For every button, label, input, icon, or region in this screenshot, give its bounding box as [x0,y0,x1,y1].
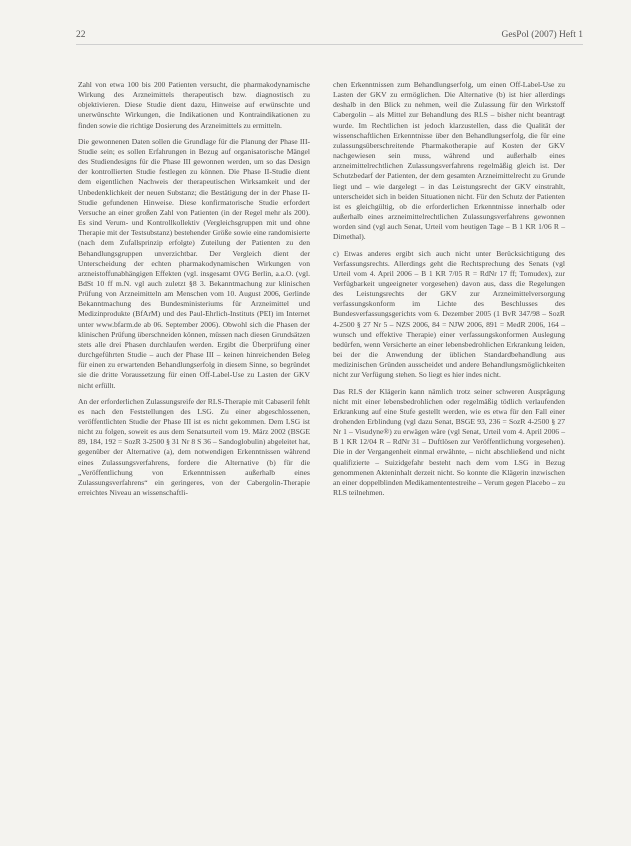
paragraph: Das RLS der Klägerin kann nämlich trotz seiner schweren Ausprägung nicht mit einer lebensbedrohlichen oder regelmäßig tödlich verlaufenden Erkrankung auf eine Stufe gestellt werden, wie es etwa für den Fall einer drohenden Erblindung (vgl dazu Senat, BSGE 93, 236 = SozR 4-2500 § 27 Nr 1 – Visudyne®) zu erwägen wäre (vgl Senat, Urteil vom 4. April 2006 – B 1 KR 12/04 R – RdNr 31 – Duftlösen zur Veröffentlichung vorgesehen). Die in der Vergangenheit einmal erwähnte, – nicht abschließend und nicht qualifizierte – Suizidgefahr besteht nach dem vom LSG in Bezug genommenen Akteninhalt derzeit nicht. So konnte die Klägerin inzwischen an einer doppelblinden Medikamententestreihe – Verum gegen Placebo – zu RLS teilnehmen. [333,386,565,498]
paragraph: Zahl von etwa 100 bis 200 Patienten versucht, die pharmakodynamische Wirkung des Arzneimittels therapeutisch bzw. diagnostisch zu objektivieren. Diese Studie dient dazu, Hinweise auf erwünschte und unerwünschte Wirkungen, die Indikationen und Kontraindikationen zu finden sowie die richtige Dosierung des Arzneimittels zu ermitteln. [78,80,310,130]
paragraph: chen Erkenntnissen zum Behandlungserfolg, um einen Off-Label-Use zu Lasten der GKV zu ermöglichen. Die Alternative (b) ist hier allerdings deshalb in den Blick zu nehmen, weil die Zulassung für den Wirkstoff Cabergolin – als Mittel zur Behandlung des RLS – bisher nicht beantragt wurde. Im Rechtlichen ist jedoch klarzustellen, dass die Qualität der wissenschaftlichen Erkenntnisse über den Behandlungserfolg, die für eine zulassungsüberschreitende Pharmakotherapie auf Kosten der GKV nachgewiesen sein muss, während und außerhalb eines arzneimittelrechtlichen Zulassungsverfahrens regelmäßig gleich ist. Der Schutzbedarf der Patienten, der dem gesamten Arzneimittelrecht zu Grunde liegt und – wie dargelegt – in das Leistungsrecht der GKV einstrahlt, unterscheidet sich in beiden Situationen nicht. Für den Schutz der Patienten ist es gleichgültig, ob die erforderlichen Erkenntnisse innerhalb oder außerhalb eines arzneimittelrechtlichen Zulassungsverfahrens gewonnen worden sind (vgl auch Senat, Urteil vom heutigen Tage – B 1 KR 1/06 R – Dimethal). [333,80,565,242]
paragraph: Die gewonnenen Daten sollen die Grundlage für die Planung der Phase III-Studie sein; es sollen Erfahrungen in Bezug auf organisatorische Mängel des Studiendesigns für die Phase III gewonnen werden, um so das Design der kontrollierten Studie festlegen zu können. Die Phase II-Studie dient dem eigentlichen Nachweis der therapeutischen Wirksamkeit und der Unbedenklichkeit der neuen Substanz; die Bestätigung der in der Phase II-Studie gefundenen Hinweise. Diese konfirmatorische Studie erfordert Versuche an einer großen Zahl von Patienten (in der Regel mehr als 200). Es sind Verum- und Kontrollkollektiv (Vergleichsgruppen mit und ohne Therapie mit der Testsubstanz) bestehender Größe sowie eine randomisierte (nach dem Zufallsprinzip erfolgte) Zuteilung der Patienten zu den Behandlungsgruppen unverzichtbar. Der Vergleich dient der Unterscheidung der echten pharmakodynamischen Wirkungen von arzneistoffunabhängigen Effekten (vgl. insgesamt OVG Berlin, a.a.O. (vgl. BdSt 10 ff m.N. vgl auch zuletzt §8 3. Bekanntmachung zur klinischen Prüfung von Arzneimitteln am Menschen vom 10. August 2006, Gerlinde Bekanntmachung des Bundesministeriums für Arzneimittel und Medizinprodukte (BfArM) und des Paul-Ehrlich-Instituts (PEI) im Internet unter www.bfarm.de ab 06. September 2006). Obwohl sich die Phasen der klinischen Prüfung überschneiden können, müssen nach diesen Grundsätzen stets alle drei Phasen durchlaufen werden. Ergibt die Überprüfung einer durchgeführten Studie – auch der Phase III – keinen hinreichenden Beleg für einen zu erwartenden Behandlungserfolg in diesem Sinne, so begründet sie die dritte Voraussetzung für einen Off-Label-Use zu Lasten der GKV nicht erfüllt. [78,136,310,390]
page-number: 22 [76,30,86,40]
journal-header: GesPol (2007) Heft 1 [501,30,583,40]
paragraph: c) Etwas anderes ergibt sich auch nicht unter Berücksichtigung des Verfassungsrechts. Allerdings geht die Rechtsprechung des Senats (vgl Urteil vom 4. April 2006 – B 1 KR 7/05 R = RdNr 17 ff; Tomudex), zur Verfügbarkeit ungeeigneter vorgesehen) davon aus, dass die Regelungen des Leistungsrechts der GKV zur Arzneimittelversorgung verfassungskonform im Lichte des Beschlusses des Bundesverfassungsgerichts vom 6. Dezember 2005 (1 BvR 347/98 – SozR 4-2500 § 27 Nr 5 – NZS 2006, 84 = NJW 2006, 891 = MedR 2006, 164 – wunsch und effektive Therapie) einer verfassungskonformen Auslegung bedürfen, wenn Versicherte an einer lebensbedrohlichen Erkrankung leiden, bei der die Anwendung der üblichen Standardbehandlung aus medizinischen Gründen ausscheidet und andere Behandlungsmöglichkeiten nicht zur Verfügung stehen. So liegt es hier indes nicht. [333,248,565,380]
left-column [78,80,310,504]
right-column [333,80,565,504]
header-rule [76,44,583,45]
paragraph: An der erforderlichen Zulassungsreife der RLS-Therapie mit Cabaseril fehlt es nach den Feststellungen des LSG. Zu einer abgeschlossenen, veröffentlichten Studie der Phase III ist es nicht gekommen. Dem LSG ist nicht zu folgen, soweit es aus dem Senatsurteil vom 19. März 2002 (BSGE 89, 184, 192 = SozR 3-2500 § 31 Nr 8 S 36 – Sandoglobulin) abgeleitet hat, gegenüber der Alternative (a), dem notwendigen Erkenntnissen während eines Zulassungsverfahrens, fordere die Alternative (b) für die „Veröffentlichung von Erkenntnissen außerhalb eines Zulassungsverfahrens“ ein geringeres, von der Cabergolin-Therapie erreichtes Niveau an wissenschaftli- [78,396,310,498]
